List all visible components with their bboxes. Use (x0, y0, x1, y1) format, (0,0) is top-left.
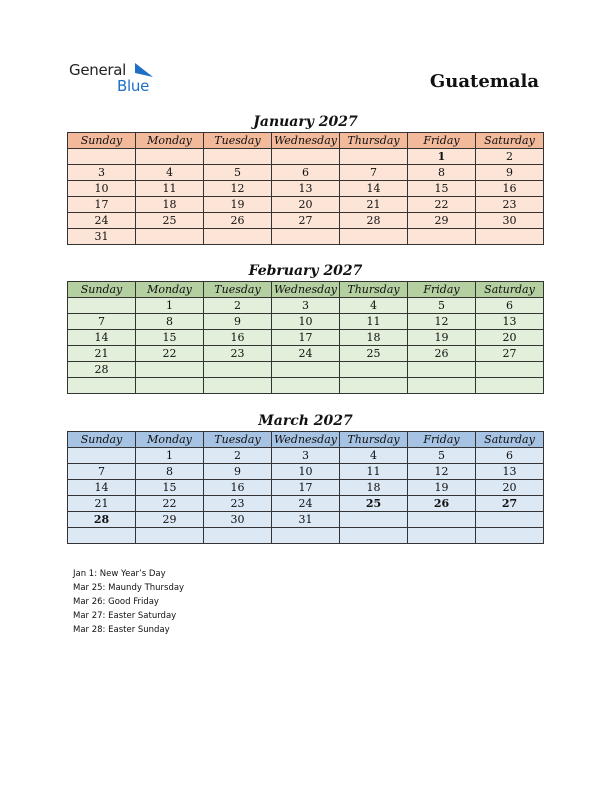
empty-day-cell (68, 149, 136, 165)
day-cell: 27 (272, 213, 340, 229)
week-row (68, 149, 544, 165)
day-cell: 14 (68, 330, 136, 346)
day-cell: 7 (340, 165, 408, 181)
weekday-header: Tuesday (204, 133, 272, 149)
day-cell: 3 (272, 448, 340, 464)
empty-day-cell (340, 362, 408, 378)
day-cell: 14 (340, 181, 408, 197)
weekday-header: Thursday (340, 133, 408, 149)
week-row (68, 362, 544, 378)
week-row (68, 298, 544, 314)
week-row (68, 464, 544, 480)
day-cell: 12 (408, 314, 476, 330)
holiday-item: Jan 1: New Year’s Day (73, 569, 166, 579)
day-cell: 7 (68, 464, 136, 480)
week-row (68, 213, 544, 229)
day-cell: 20 (476, 330, 544, 346)
day-cell: 21 (340, 197, 408, 213)
day-cell: 25 (136, 213, 204, 229)
day-cell: 9 (476, 165, 544, 181)
empty-day-cell (136, 362, 204, 378)
week-row (68, 181, 544, 197)
empty-day-cell (136, 528, 204, 544)
day-cell: 9 (204, 464, 272, 480)
week-row (68, 448, 544, 464)
empty-day-cell (408, 362, 476, 378)
calendar-grid (67, 431, 544, 544)
day-cell: 30 (476, 213, 544, 229)
day-cell: 4 (340, 448, 408, 464)
day-cell: 22 (136, 496, 204, 512)
empty-day-cell (204, 229, 272, 245)
empty-day-cell (408, 229, 476, 245)
weekday-header: Thursday (340, 432, 408, 448)
day-cell: 10 (68, 181, 136, 197)
day-cell: 21 (68, 346, 136, 362)
day-cell: 22 (408, 197, 476, 213)
weekday-header: Wednesday (272, 282, 340, 298)
month-february (67, 261, 544, 394)
day-cell: 31 (68, 229, 136, 245)
weekday-header: Sunday (68, 282, 136, 298)
empty-day-cell (272, 362, 340, 378)
day-cell: 4 (340, 298, 408, 314)
weekday-header: Tuesday (204, 432, 272, 448)
day-cell: 29 (408, 213, 476, 229)
empty-day-cell (68, 448, 136, 464)
logo-word-blue: Blue (117, 77, 149, 95)
month-title: February 2027 (248, 263, 363, 279)
day-cell: 23 (204, 346, 272, 362)
weekday-header: Tuesday (204, 282, 272, 298)
day-cell: 15 (136, 330, 204, 346)
weekday-header: Wednesday (272, 133, 340, 149)
day-cell: 11 (136, 181, 204, 197)
weekday-header: Saturday (476, 133, 544, 149)
day-cell: 31 (272, 512, 340, 528)
day-cell: 23 (476, 197, 544, 213)
day-cell: 16 (204, 330, 272, 346)
day-cell: 2 (204, 298, 272, 314)
day-cell: 3 (272, 298, 340, 314)
day-cell: 24 (272, 346, 340, 362)
day-cell: 8 (136, 464, 204, 480)
weekday-header: Sunday (68, 133, 136, 149)
day-cell: 5 (408, 298, 476, 314)
day-cell: 16 (476, 181, 544, 197)
day-cell: 22 (136, 346, 204, 362)
empty-day-cell (476, 528, 544, 544)
week-row (68, 512, 544, 528)
month-january (67, 112, 544, 245)
day-cell: 17 (272, 330, 340, 346)
holiday-item: Mar 26: Good Friday (73, 597, 159, 607)
week-row (68, 528, 544, 544)
day-cell: 15 (408, 181, 476, 197)
day-cell: 13 (272, 181, 340, 197)
logo-triangle-icon (133, 63, 153, 77)
empty-day-cell (340, 378, 408, 394)
weekday-header: Wednesday (272, 432, 340, 448)
week-row (68, 378, 544, 394)
empty-day-cell (476, 512, 544, 528)
calendar-grid (67, 281, 544, 394)
day-cell: 5 (204, 165, 272, 181)
week-row (68, 165, 544, 181)
day-cell: 10 (272, 464, 340, 480)
day-cell: 23 (204, 496, 272, 512)
empty-day-cell (204, 378, 272, 394)
day-cell: 27 (476, 346, 544, 362)
day-cell: 16 (204, 480, 272, 496)
empty-day-cell (476, 378, 544, 394)
holiday-item: Mar 27: Easter Saturday (73, 611, 177, 621)
holiday-day-cell: 27 (476, 496, 544, 512)
day-cell: 20 (272, 197, 340, 213)
day-cell: 10 (272, 314, 340, 330)
empty-day-cell (340, 512, 408, 528)
day-cell: 17 (272, 480, 340, 496)
day-cell: 3 (68, 165, 136, 181)
empty-day-cell (476, 362, 544, 378)
empty-day-cell (204, 528, 272, 544)
week-row (68, 197, 544, 213)
day-cell: 2 (476, 149, 544, 165)
empty-day-cell (272, 378, 340, 394)
holiday-day-cell: 25 (340, 496, 408, 512)
holiday-day-cell: 1 (408, 149, 476, 165)
weekday-header: Saturday (476, 282, 544, 298)
day-cell: 20 (476, 480, 544, 496)
holiday-list (73, 567, 184, 637)
weekday-header: Monday (136, 282, 204, 298)
calendar-grid (67, 132, 544, 245)
country-title: Guatemala (429, 71, 539, 92)
month-title: March 2027 (258, 413, 353, 429)
empty-day-cell (340, 528, 408, 544)
day-cell: 11 (340, 464, 408, 480)
empty-day-cell (204, 362, 272, 378)
day-cell: 7 (68, 314, 136, 330)
day-cell: 28 (68, 362, 136, 378)
day-cell: 6 (272, 165, 340, 181)
weekday-header: Monday (136, 432, 204, 448)
day-cell: 8 (408, 165, 476, 181)
weekday-header: Monday (136, 133, 204, 149)
holiday-item: Mar 28: Easter Sunday (73, 625, 170, 635)
empty-day-cell (204, 149, 272, 165)
week-row (68, 346, 544, 362)
day-cell: 21 (68, 496, 136, 512)
day-cell: 26 (204, 213, 272, 229)
day-cell: 19 (204, 197, 272, 213)
week-row (68, 496, 544, 512)
day-cell: 12 (204, 181, 272, 197)
day-cell: 24 (272, 496, 340, 512)
day-cell: 11 (340, 314, 408, 330)
weekday-header: Friday (408, 133, 476, 149)
day-cell: 25 (340, 346, 408, 362)
empty-day-cell (136, 149, 204, 165)
weekday-header-row (68, 133, 544, 149)
day-cell: 12 (408, 464, 476, 480)
day-cell: 18 (340, 480, 408, 496)
empty-day-cell (272, 528, 340, 544)
day-cell: 14 (68, 480, 136, 496)
holiday-day-cell: 28 (68, 512, 136, 528)
day-cell: 29 (136, 512, 204, 528)
empty-day-cell (136, 229, 204, 245)
empty-day-cell (68, 378, 136, 394)
day-cell: 19 (408, 330, 476, 346)
empty-day-cell (408, 512, 476, 528)
empty-day-cell (408, 528, 476, 544)
week-row (68, 480, 544, 496)
day-cell: 30 (204, 512, 272, 528)
day-cell: 18 (340, 330, 408, 346)
empty-day-cell (68, 528, 136, 544)
month-march (67, 411, 544, 544)
weekday-header-row (68, 432, 544, 448)
day-cell: 1 (136, 448, 204, 464)
holiday-day-cell: 26 (408, 496, 476, 512)
empty-day-cell (136, 378, 204, 394)
empty-day-cell (408, 378, 476, 394)
week-row (68, 314, 544, 330)
weekday-header: Thursday (340, 282, 408, 298)
weekday-header: Friday (408, 432, 476, 448)
day-cell: 2 (204, 448, 272, 464)
empty-day-cell (476, 229, 544, 245)
day-cell: 1 (136, 298, 204, 314)
day-cell: 4 (136, 165, 204, 181)
empty-day-cell (68, 298, 136, 314)
day-cell: 13 (476, 314, 544, 330)
empty-day-cell (340, 149, 408, 165)
day-cell: 9 (204, 314, 272, 330)
day-cell: 17 (68, 197, 136, 213)
weekday-header: Sunday (68, 432, 136, 448)
logo-word-general: General (69, 61, 127, 79)
day-cell: 15 (136, 480, 204, 496)
day-cell: 28 (340, 213, 408, 229)
weekday-header: Saturday (476, 432, 544, 448)
day-cell: 18 (136, 197, 204, 213)
generalblue-logo (69, 61, 169, 97)
day-cell: 5 (408, 448, 476, 464)
month-title: January 2027 (253, 114, 358, 130)
day-cell: 8 (136, 314, 204, 330)
day-cell: 26 (408, 346, 476, 362)
week-row (68, 229, 544, 245)
empty-day-cell (272, 229, 340, 245)
empty-day-cell (340, 229, 408, 245)
day-cell: 13 (476, 464, 544, 480)
week-row (68, 330, 544, 346)
weekday-header-row (68, 282, 544, 298)
weekday-header: Friday (408, 282, 476, 298)
day-cell: 6 (476, 298, 544, 314)
holiday-item: Mar 25: Maundy Thursday (73, 583, 185, 593)
day-cell: 19 (408, 480, 476, 496)
empty-day-cell (272, 149, 340, 165)
day-cell: 6 (476, 448, 544, 464)
day-cell: 24 (68, 213, 136, 229)
